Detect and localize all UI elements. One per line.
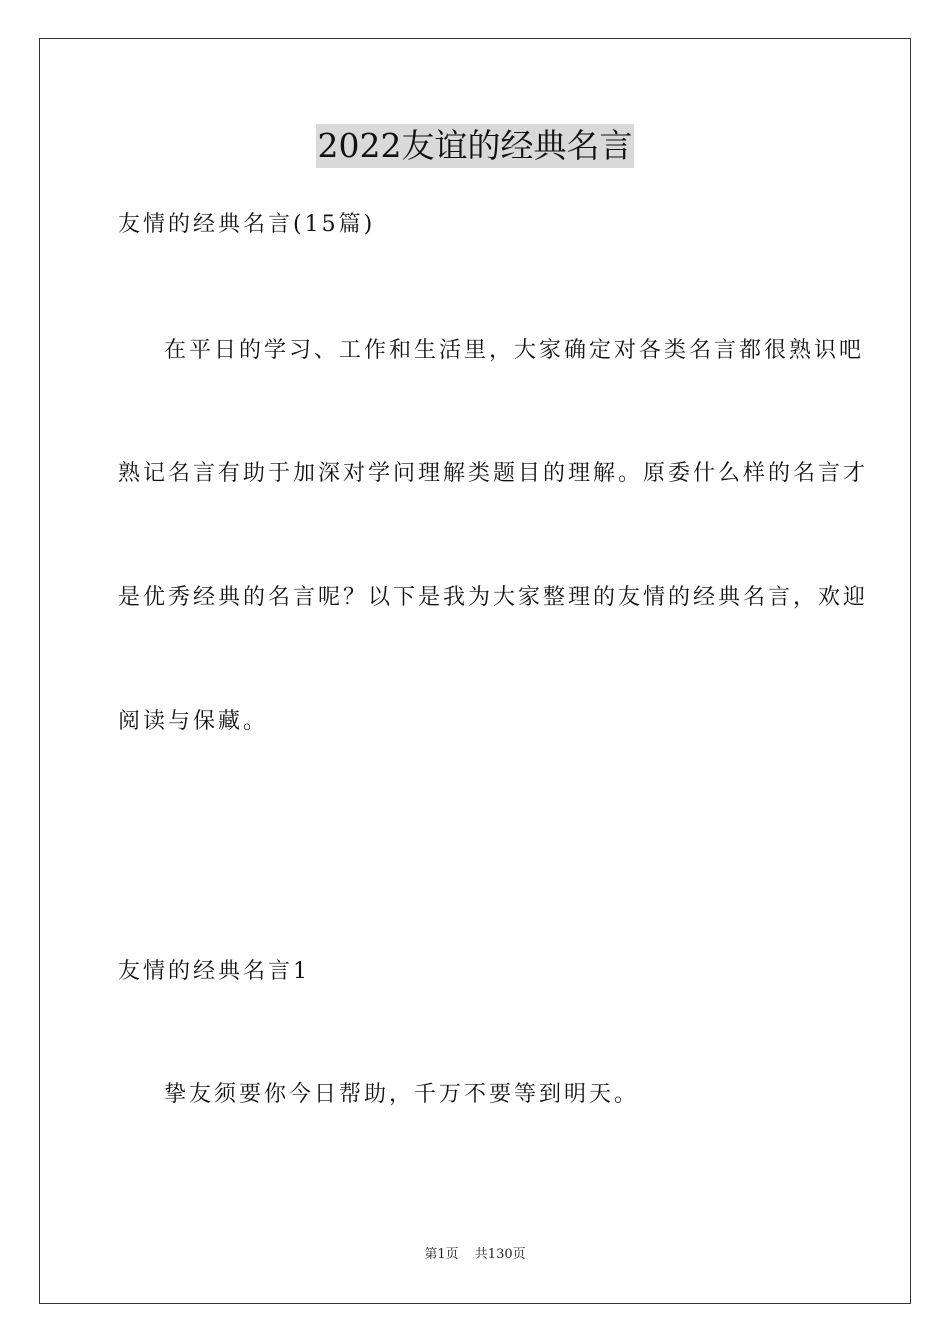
title-container: [0, 124, 950, 168]
intro-line-1: 在平日的学习、工作和生活里，大家确定对各类名言都很熟识吧: [164, 338, 865, 363]
page-total: 共130页: [474, 1247, 526, 1262]
intro-line-4: 阅读与保藏。: [118, 709, 269, 734]
quote-text: 挚友须要你今日帮助，千万不要等到明天。: [164, 1082, 640, 1107]
document-subtitle: 友情的经典名言(15篇): [118, 212, 376, 237]
document-title: 2022友谊的经典名言: [316, 124, 635, 168]
page-number: 第1页: [424, 1247, 459, 1262]
intro-line-2: 熟记名言有助于加深对学问理解类题目的理解。原委什么样的名言才: [118, 461, 869, 486]
page-footer: [0, 1246, 950, 1264]
section-heading: 友情的经典名言1: [118, 959, 310, 984]
intro-line-3: 是优秀经典的名言呢？以下是我为大家整理的友情的经典名言，欢迎: [118, 585, 869, 610]
